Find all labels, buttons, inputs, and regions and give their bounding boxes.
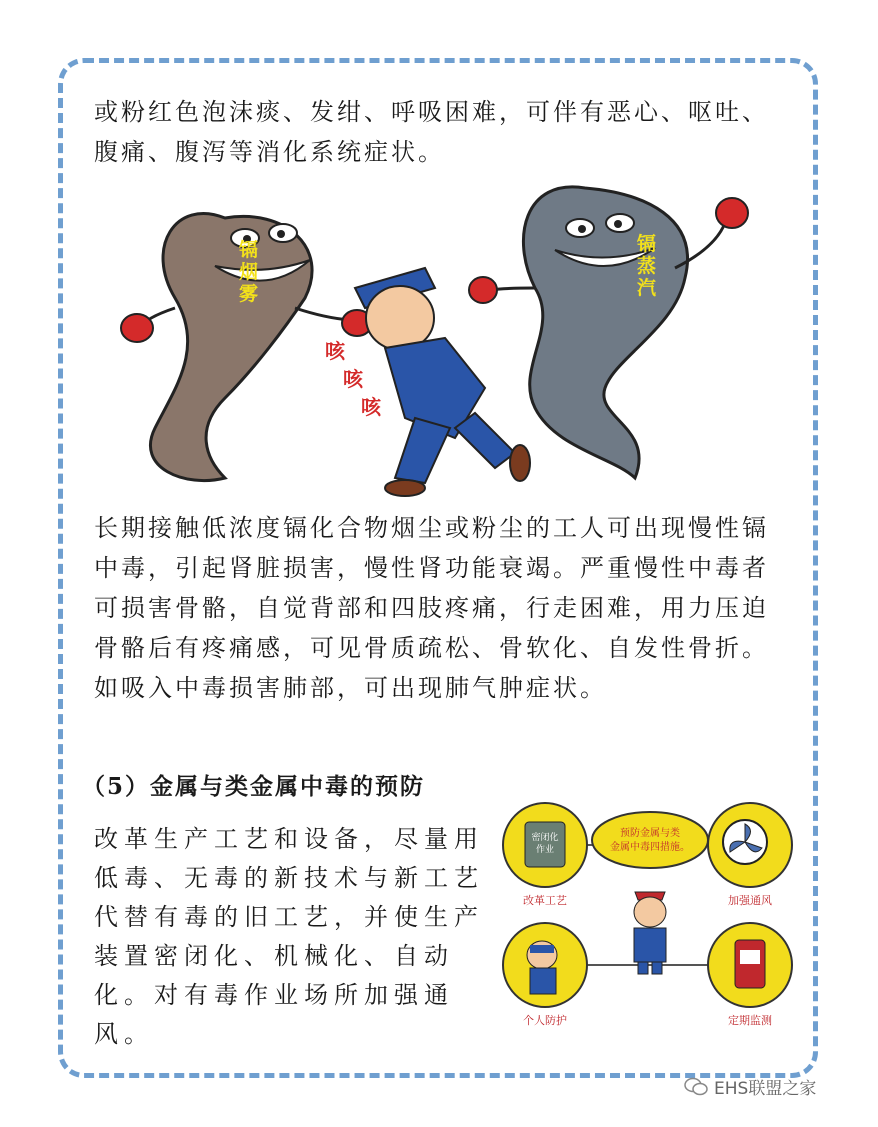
- regular-monitoring-circle: [708, 923, 792, 1027]
- speech-bubble: [592, 812, 708, 868]
- measure-caption: 定期监测: [728, 1014, 772, 1027]
- cough-text: 咳: [343, 367, 363, 391]
- bubble-text: 预防金属与类: [620, 828, 680, 839]
- ventilation-circle: [708, 803, 792, 907]
- section-heading: （5）金属与类金属中毒的预防: [82, 773, 426, 800]
- wechat-icon: [684, 1077, 708, 1097]
- measure-caption: 个人防护: [523, 1014, 567, 1027]
- cough-text: 咳: [325, 339, 345, 363]
- ghost-label-char: 蒸: [637, 255, 657, 277]
- cadmium-ghosts-illustration: [115, 178, 770, 503]
- process-reform-circle: [503, 803, 587, 907]
- safety-officer: [634, 892, 666, 974]
- ghost-label-char: 雾: [239, 283, 259, 305]
- watermark-text: EHS联盟之家: [714, 1079, 817, 1099]
- paragraph-chronic-poisoning: 长期接触低浓度镉化合物烟尘或粉尘的工人可出现慢性镉中毒，引起肾脏损害，慢性肾功能衰竭。严重慢性中毒者可损害骨骼，自觉背部和四肢疼痛，行走困难，用力压迫骨骼后有疼痛感，可见骨质疏松、骨软化、自发性骨折。如吸入中毒损害肺部，可出现肺气肿症状。: [94, 514, 769, 702]
- cadmium-vapor-ghost: [469, 187, 748, 478]
- circle-inner-text: 密闭化: [531, 833, 559, 843]
- personal-protection-circle: [503, 923, 587, 1027]
- circle-inner-text: 作业: [535, 845, 555, 855]
- paragraph-symptoms: 或粉红色泡沫痰、发绀、呼吸困难，可伴有恶心、呕吐、腹痛、腹泻等消化系统症状。: [94, 98, 769, 166]
- cough-text: 咳: [361, 395, 381, 419]
- ghost-label-char: 镉: [239, 239, 259, 261]
- coughing-worker: [325, 268, 530, 496]
- ghost-label-char: 烟: [239, 261, 259, 283]
- paragraph-prevention: 改革生产工艺和设备，尽量用低毒、无毒的新技术与新工艺代替有毒的旧工艺，并使生产装置密闭化、机械化、自动化。对有毒作业场所加强通风。: [94, 825, 484, 1048]
- prevention-measures-illustration: [500, 800, 800, 1040]
- measure-caption: 加强通风: [728, 894, 772, 907]
- ghost-label-char: 汽: [637, 277, 657, 299]
- measure-caption: 改革工艺: [523, 894, 567, 907]
- ghost-label-char: 镉: [637, 233, 657, 255]
- watermark: [684, 1074, 816, 1099]
- bubble-text: 金属中毒四措施。: [610, 842, 690, 853]
